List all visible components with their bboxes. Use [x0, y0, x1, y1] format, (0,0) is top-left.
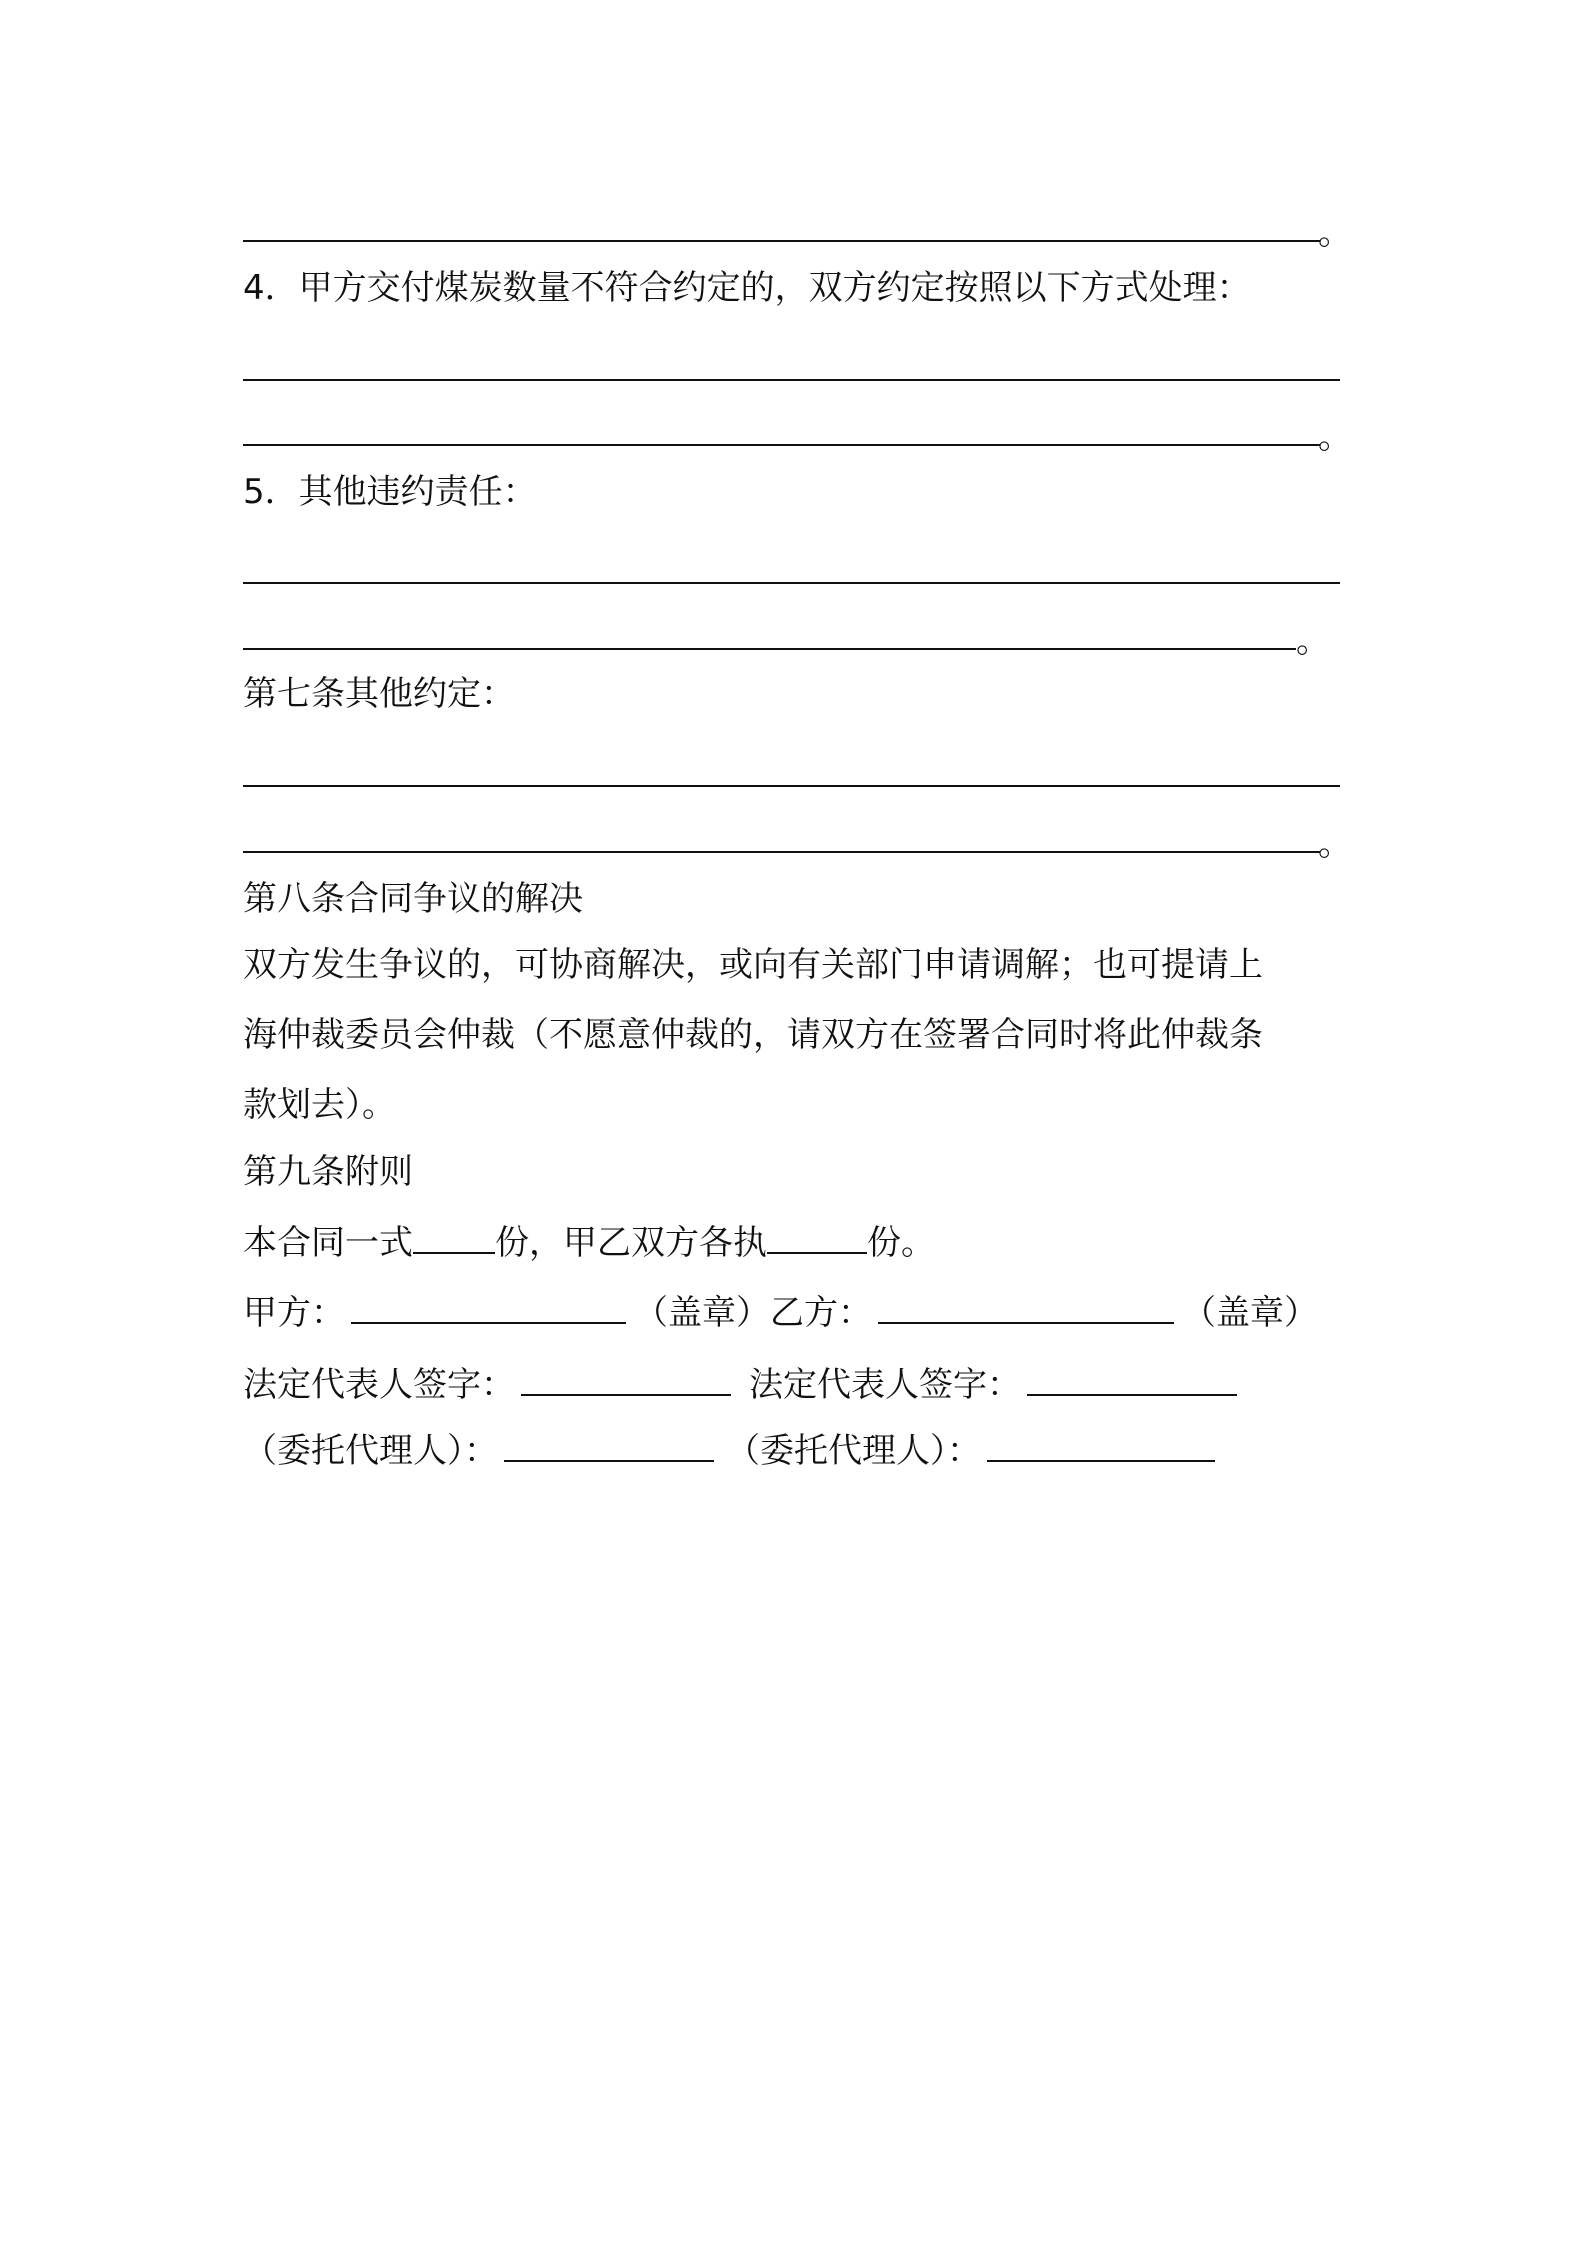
clause-item-5: 5．其他违约责任： — [243, 472, 537, 512]
article-8-title: 第八条合同争议的解决 — [243, 879, 583, 919]
party-seal-line — [243, 1288, 1318, 1332]
agent-label-a: （委托代理人）： — [243, 1431, 498, 1471]
period: 。 — [1318, 213, 1352, 253]
blank-rule — [243, 648, 1296, 650]
legal-rep-blank-a — [521, 1360, 731, 1396]
copies-total-blank — [413, 1218, 495, 1254]
clause-item-4: 4．甲方交付煤炭数量不符合约定的，双方约定按照以下方式处理： — [243, 268, 1251, 308]
copies-line — [243, 1218, 935, 1262]
agent-label-b: （委托代理人）： — [726, 1431, 981, 1471]
period: 。 — [1318, 824, 1352, 864]
copies-text: 本合同一式 — [243, 1223, 413, 1263]
agent-line — [243, 1426, 1215, 1470]
agent-blank-a — [504, 1426, 714, 1462]
party-b-seal: （盖章） — [1182, 1293, 1318, 1333]
blank-rule — [243, 785, 1340, 787]
blank-rule — [243, 379, 1340, 381]
agent-blank-b — [987, 1426, 1215, 1462]
blank-rule — [243, 444, 1320, 446]
party-a-label: 甲方： — [243, 1293, 345, 1333]
party-a-seal-party-b-label: （盖章）乙方： — [634, 1293, 872, 1333]
article-8-paragraph-line: 款划去）。 — [243, 1085, 396, 1125]
period: 。 — [1318, 417, 1352, 457]
period: 。 — [1296, 621, 1330, 661]
article-9-title: 第九条附则 — [243, 1152, 413, 1192]
blank-rule — [243, 582, 1340, 584]
article-8-paragraph-line: 海仲裁委员会仲裁（不愿意仲裁的，请双方在签署合同时将此仲裁条 — [243, 1015, 1263, 1055]
copies-text: 份，甲乙双方各执 — [495, 1223, 767, 1263]
blank-rule — [243, 240, 1320, 242]
article-7-title: 第七条其他约定： — [243, 674, 515, 714]
blank-rule — [243, 851, 1320, 853]
legal-rep-label-a: 法定代表人签字： — [243, 1365, 515, 1405]
copies-each-blank — [767, 1218, 867, 1254]
legal-rep-label-b: 法定代表人签字： — [749, 1365, 1021, 1405]
legal-rep-line — [243, 1360, 1237, 1404]
copies-text: 份。 — [867, 1223, 935, 1263]
party-a-blank — [351, 1288, 626, 1324]
legal-rep-blank-b — [1027, 1360, 1237, 1396]
party-b-blank — [878, 1288, 1174, 1324]
article-8-paragraph-line: 双方发生争议的，可协商解决，或向有关部门申请调解；也可提请上 — [243, 945, 1263, 985]
